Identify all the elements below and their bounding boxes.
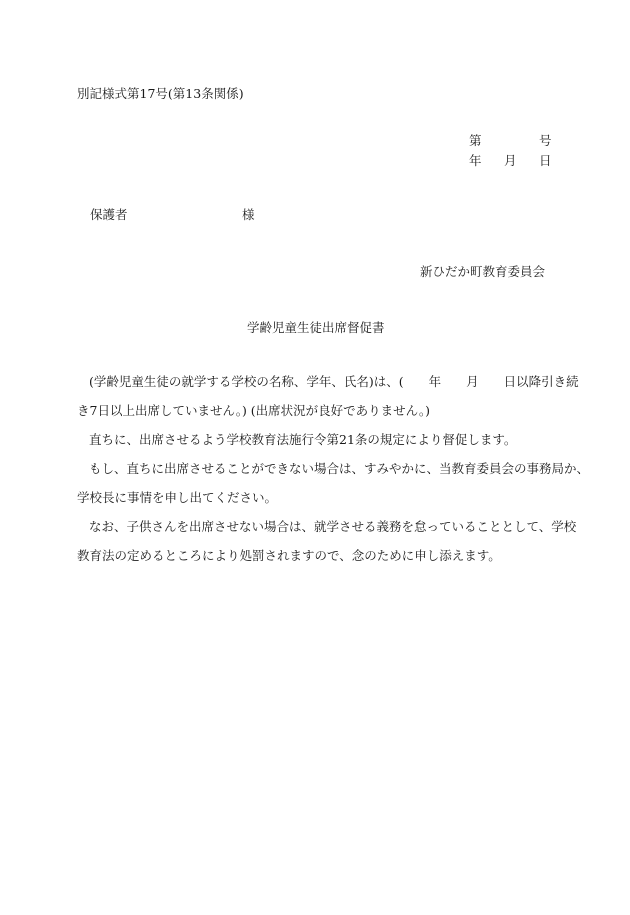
paragraph-line: もし、直ちに出席させることができない場合は、すみやかに、当教育委員会の事務局か、 xyxy=(89,461,590,476)
document-number-line xyxy=(469,131,552,149)
paragraph-line: 直ちに、出席させるよう学校教育法施行令第21条の規定により督促します。 xyxy=(89,432,517,447)
recipient-honorific: 様 xyxy=(242,207,255,222)
date-month: 月 xyxy=(504,153,517,168)
number-prefix: 第 xyxy=(469,133,482,148)
paragraph-line: き7日以上出席していません。) (出席状況が良好でありません。) xyxy=(77,403,431,418)
date-year: 年 xyxy=(469,153,482,168)
number-suffix: 号 xyxy=(539,133,552,148)
form-number-label: 別記様式第17号(第13条関係) xyxy=(77,86,244,101)
recipient-label: 保護者 xyxy=(90,207,128,222)
paragraph-line: なお、子供さんを出席させない場合は、就学させる義務を怠っていることとして、学校 xyxy=(89,519,577,534)
paragraph-demand xyxy=(77,425,577,454)
paragraph-attendance-status xyxy=(77,367,577,425)
issuer-name: 新ひだか町教育委員会 xyxy=(420,264,546,279)
paragraph-line: (学齢児童生徒の就学する学校の名称、学年、氏名)は、( 年 月 日以降引き続 xyxy=(89,374,579,389)
paragraph-line: 学校長に事情を申し出てください。 xyxy=(77,490,278,505)
document-title: 学齢児童生徒出席督促書 xyxy=(247,320,385,335)
paragraph-line: 教育法の定めるところにより処罰されますので、念のために申し添えます。 xyxy=(77,548,501,563)
date-day: 日 xyxy=(539,153,552,168)
paragraph-contact xyxy=(77,454,590,512)
paragraph-penalty-notice xyxy=(77,512,577,570)
recipient-line xyxy=(90,205,255,223)
